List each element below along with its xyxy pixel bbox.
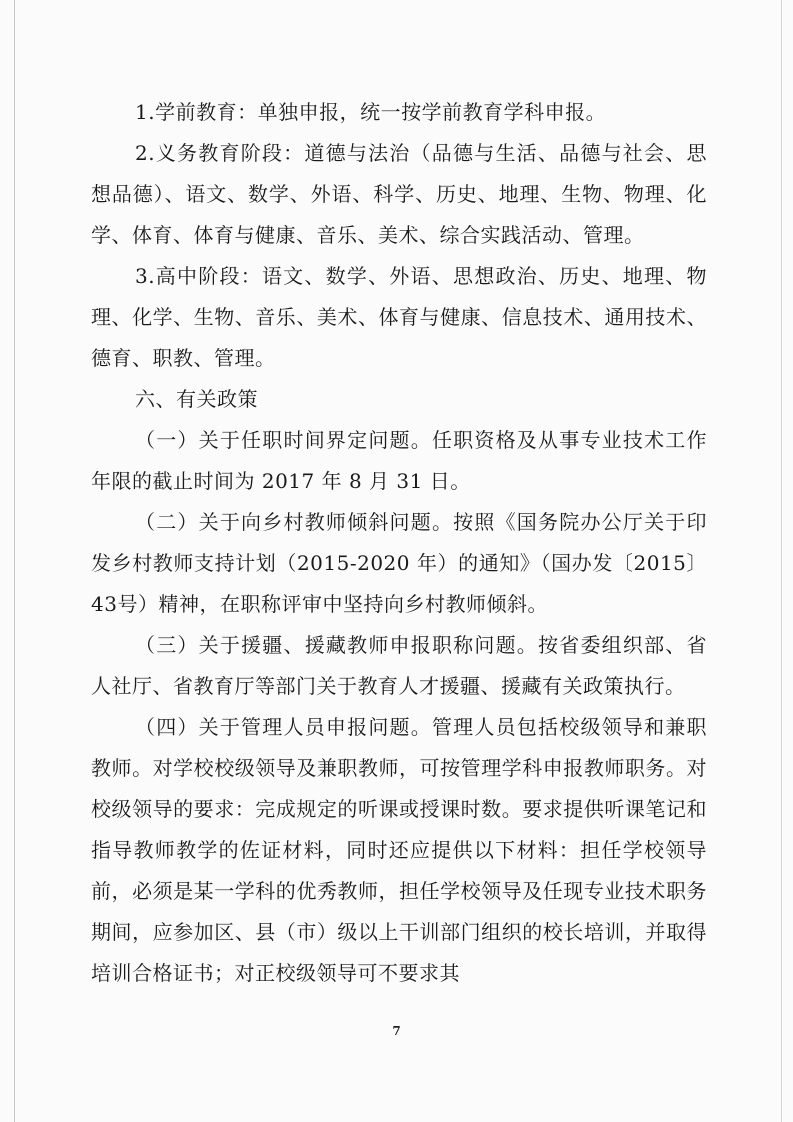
- scan-edge-left: [14, 0, 15, 1122]
- paragraph-policy-3: （三）关于援疆、援藏教师申报职称问题。按省委组织部、省人社厅、省教育厅等部门关于教育人才援疆、援藏有关政策执行。: [91, 633, 707, 698]
- page-number: 7: [392, 1024, 401, 1038]
- paragraph-high-school: 3.高中阶段：语文、数学、外语、思想政治、历史、地理、物理、化学、生物、音乐、美术、体育与健康、信息技术、通用技术、德育、职教、管理。: [91, 264, 707, 370]
- paragraph-policy-1: （一）关于任职时间界定问题。任职资格及从事专业技术工作年限的截止时间为 2017 年 8 月 31 日。: [91, 428, 707, 493]
- document-body: [91, 92, 707, 994]
- paragraph-policy-2: （二）关于向乡村教师倾斜问题。按照《国务院办公厅关于印发乡村教师支持计划（2015-2020 年）的通知》（国办发〔2015〕43号）精神，在职称评审中坚持向乡村教师倾斜。: [91, 510, 707, 616]
- section-heading-policies: 六、有关政策: [135, 387, 258, 411]
- paragraph-policy-4: （四）关于管理人员申报问题。管理人员包括校级领导和兼职教师。对学校校级领导及兼职教师，可按管理学科申报教师职务。对校级领导的要求：完成规定的听课或授课时数。要求提供听课笔记和指导教师教学的佐证材料，同时还应提供以下材料：担任学校领导前，必须是某一学科的优秀教师，担任学校领导及任现专业技术职务期间，应参加区、县（市）级以上干训部门组织的校长培训，并取得培训合格证书；对正校级领导可不要求其: [91, 715, 707, 985]
- paragraph-compulsory-education: 2.义务教育阶段：道德与法治（品德与生活、品德与社会、思想品德）、语文、数学、外语、科学、历史、地理、生物、物理、化学、体育、体育与健康、音乐、美术、综合实践活动、管理。: [91, 141, 707, 247]
- paragraph-preschool: 1.学前教育：单独申报，统一按学前教育学科申报。: [135, 100, 607, 124]
- scan-edge-right: [781, 0, 782, 1122]
